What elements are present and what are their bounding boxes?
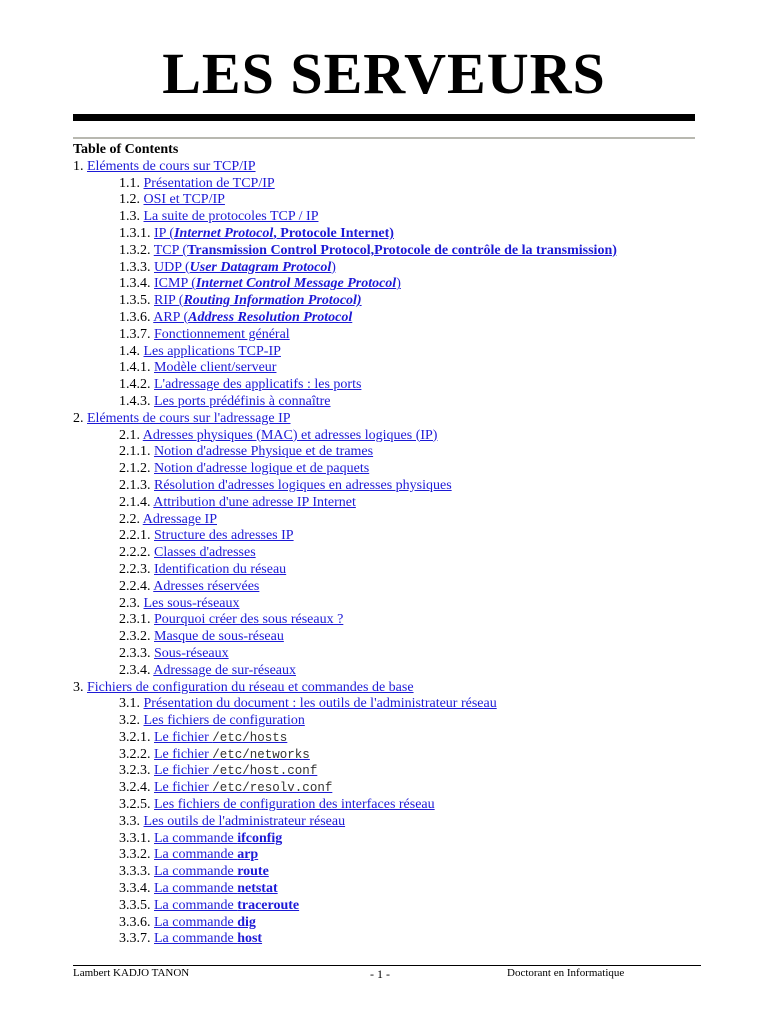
toc-entry-link-part: ) bbox=[396, 276, 401, 292]
footer-page-number: - 1 - bbox=[370, 967, 390, 981]
toc-entry bbox=[73, 260, 713, 277]
toc-entry-number: 2.1.1. bbox=[119, 444, 151, 460]
toc-entry-link-part: route bbox=[237, 864, 269, 880]
toc-entry-number: 3.3.4. bbox=[119, 881, 151, 897]
toc-entry-link[interactable]: Notion d'adresse logique et de paquets bbox=[154, 461, 370, 477]
toc-entry bbox=[73, 192, 713, 209]
toc-entry-link-part: La commande bbox=[154, 847, 238, 863]
toc-entry-link[interactable] bbox=[154, 763, 317, 778]
toc-entry-link-part: La commande bbox=[154, 864, 238, 880]
toc-entry-link-part: /etc/resolv.conf bbox=[212, 781, 333, 796]
toc-entry-link-part: Transmission Control Protocol,Protocole de contrôle de la transmission) bbox=[187, 242, 617, 258]
toc-entry bbox=[73, 898, 713, 915]
footer-rule bbox=[73, 965, 701, 966]
toc-entry-number: 3.2.1. bbox=[119, 729, 151, 745]
toc-entry-number: 2.1. bbox=[119, 427, 140, 443]
toc-entry-number: 3.3.3. bbox=[119, 864, 151, 880]
toc-entry bbox=[73, 696, 713, 713]
toc-entry-link-part: ) bbox=[331, 259, 336, 275]
toc-entry-link[interactable]: Masque de sous-réseau bbox=[154, 629, 284, 645]
toc-entry bbox=[73, 780, 713, 797]
toc-entry-link[interactable]: Identification du réseau bbox=[154, 561, 287, 577]
toc-entry-link-part: Routing Information Protocol) bbox=[183, 293, 362, 309]
toc-entry-link[interactable] bbox=[154, 730, 287, 745]
toc-entry-number: 1.3.2. bbox=[119, 242, 151, 258]
toc-entry-link-part: IP ( bbox=[154, 225, 175, 241]
toc-entry-link[interactable]: Structure des adresses IP bbox=[154, 528, 294, 544]
toc-entry-number: 1.3.5. bbox=[119, 293, 151, 309]
toc-entry bbox=[73, 864, 713, 881]
toc-entry bbox=[73, 360, 713, 377]
document-title: LES SERVEURS bbox=[162, 41, 606, 106]
table-of-contents bbox=[73, 142, 713, 948]
toc-entry bbox=[73, 763, 713, 780]
toc-entry-number: 3.3.5. bbox=[119, 897, 151, 913]
toc-entry-number: 2. bbox=[73, 410, 84, 426]
toc-entry-link[interactable]: Pourquoi créer des sous réseaux ? bbox=[154, 612, 344, 628]
toc-entry-link[interactable]: Fichiers de configuration du réseau et commandes de base bbox=[87, 679, 414, 695]
toc-entry-link[interactable]: Adresses physiques (MAC) et adresses logiques (IP) bbox=[142, 427, 438, 443]
toc-entry bbox=[73, 411, 713, 428]
toc-entry-link[interactable]: Adressage IP bbox=[142, 511, 217, 527]
toc-entry-link[interactable]: Adressage de sur-réseaux bbox=[153, 662, 297, 678]
toc-entry-link-part: Protocole Internet) bbox=[280, 225, 394, 241]
toc-entry-link-part: La commande bbox=[154, 830, 238, 846]
toc-entry-number: 3.2.5. bbox=[119, 797, 151, 813]
toc-entry-link[interactable]: Résolution d'adresses logiques en adresses physiques bbox=[154, 477, 452, 493]
toc-entry-link[interactable] bbox=[154, 780, 332, 795]
toc-entry bbox=[73, 528, 713, 545]
toc-entry-number: 1.4. bbox=[119, 343, 140, 359]
toc-entry-link-part: User Datagram Protocol bbox=[189, 259, 332, 275]
toc-entry-link-part: Le fichier bbox=[154, 746, 213, 762]
toc-entry-link[interactable]: Sous-réseaux bbox=[154, 645, 229, 661]
toc-entry-number: 1.3.1. bbox=[119, 225, 151, 241]
toc-entry-link[interactable]: Eléments de cours sur TCP/IP bbox=[87, 158, 256, 174]
toc-entry bbox=[73, 680, 713, 697]
toc-entry bbox=[73, 495, 713, 512]
toc-entry-link-part: host bbox=[237, 931, 263, 947]
toc-entry-number: 2.3. bbox=[119, 595, 140, 611]
toc-list bbox=[73, 159, 713, 948]
toc-entry-link[interactable] bbox=[154, 931, 262, 946]
toc-entry-number: 1.3.6. bbox=[119, 309, 151, 325]
toc-entry-link-part: /etc/hosts bbox=[212, 730, 288, 745]
toc-entry-link-part: UDP ( bbox=[154, 259, 190, 275]
toc-entry-link-part: /etc/networks bbox=[212, 747, 310, 762]
toc-entry-number: 3.1. bbox=[119, 696, 140, 712]
toc-entry-number: 3.2.2. bbox=[119, 746, 151, 762]
toc-entry-link[interactable] bbox=[154, 243, 617, 258]
toc-entry-number: 1.3.7. bbox=[119, 326, 151, 342]
toc-entry-link[interactable] bbox=[154, 915, 256, 930]
toc-entry bbox=[73, 562, 713, 579]
toc-entry-link[interactable]: L'adressage des applicatifs : les ports bbox=[154, 377, 362, 393]
toc-entry bbox=[73, 327, 713, 344]
toc-entry bbox=[73, 596, 713, 613]
toc-entry-link[interactable]: Les sous-réseaux bbox=[143, 595, 240, 611]
toc-entry-link[interactable]: OSI et TCP/IP bbox=[143, 192, 225, 208]
toc-entry bbox=[73, 814, 713, 831]
toc-entry-link-part: La commande bbox=[154, 881, 238, 897]
toc-entry-link-part: La commande bbox=[154, 914, 238, 930]
toc-entry-link[interactable]: Les fichiers de configuration des interfaces réseau bbox=[154, 797, 435, 813]
toc-entry-link[interactable] bbox=[154, 747, 310, 762]
toc-entry-link[interactable] bbox=[154, 276, 401, 291]
toc-entry-link-part: Internet Protocol bbox=[174, 225, 274, 241]
toc-entry-link[interactable]: Présentation du document : les outils de l'administrateur réseau bbox=[143, 696, 497, 712]
toc-heading: Table of Contents bbox=[73, 142, 179, 157]
toc-entry-number: 2.3.4. bbox=[119, 662, 151, 678]
toc-entry bbox=[73, 478, 713, 495]
toc-entry-link-part: ICMP ( bbox=[154, 276, 196, 292]
toc-entry-number: 1.3.3. bbox=[119, 259, 151, 275]
toc-entry-number: 2.1.2. bbox=[119, 461, 151, 477]
toc-entry bbox=[73, 847, 713, 864]
toc-entry bbox=[73, 663, 713, 680]
toc-entry bbox=[73, 915, 713, 932]
toc-entry-number: 3. bbox=[73, 679, 84, 695]
toc-entry bbox=[73, 545, 713, 562]
toc-entry bbox=[73, 176, 713, 193]
toc-entry-link-part: dig bbox=[237, 914, 256, 930]
toc-entry-number: 3.2. bbox=[119, 713, 140, 729]
toc-entry-link-part: Le fichier bbox=[154, 780, 213, 796]
toc-entry-number: 2.3.1. bbox=[119, 612, 151, 628]
toc-entry-number: 3.2.4. bbox=[119, 780, 151, 796]
toc-entry bbox=[73, 344, 713, 361]
toc-entry bbox=[73, 293, 713, 310]
toc-entry-link[interactable]: Adresses réservées bbox=[153, 578, 260, 594]
toc-entry-number: 2.2.1. bbox=[119, 528, 151, 544]
toc-entry-link[interactable] bbox=[154, 293, 362, 308]
toc-entry-link-part: Le fichier bbox=[154, 763, 213, 779]
toc-entry-number: 1.2. bbox=[119, 192, 140, 208]
toc-entry-link[interactable]: Présentation de TCP/IP bbox=[143, 175, 275, 191]
toc-entry-link[interactable]: Modèle client/serveur bbox=[154, 360, 277, 376]
toc-entry-link[interactable] bbox=[154, 831, 282, 846]
toc-entry-number: 3.3.7. bbox=[119, 931, 151, 947]
toc-entry-number: 3.2.3. bbox=[119, 763, 151, 779]
toc-entry-link[interactable] bbox=[154, 898, 299, 913]
toc-entry bbox=[73, 713, 713, 730]
toc-entry-number: 2.1.4. bbox=[119, 494, 151, 510]
toc-entry-number: 2.2.2. bbox=[119, 545, 151, 561]
toc-entry-number: 3.3.2. bbox=[119, 847, 151, 863]
toc-entry-link[interactable]: Notion d'adresse Physique et de trames bbox=[154, 444, 374, 460]
toc-entry bbox=[73, 747, 713, 764]
toc-entry bbox=[73, 276, 713, 293]
toc-entry-link[interactable]: La suite de protocoles TCP / IP bbox=[143, 209, 319, 225]
toc-entry-link[interactable] bbox=[154, 226, 394, 241]
toc-entry bbox=[73, 629, 713, 646]
toc-entry-number: 2.2. bbox=[119, 511, 140, 527]
toc-entry bbox=[73, 931, 713, 948]
toc-entry-number: 3.3. bbox=[119, 813, 140, 829]
toc-entry-link[interactable] bbox=[153, 310, 352, 325]
toc-entry-number: 1.3.4. bbox=[119, 276, 151, 292]
toc-entry-number: 2.2.3. bbox=[119, 561, 151, 577]
toc-entry bbox=[73, 612, 713, 629]
toc-entry-link-part: /etc/host.conf bbox=[212, 764, 318, 779]
toc-entry bbox=[73, 226, 713, 243]
footer-role: Doctorant en Informatique bbox=[507, 967, 625, 979]
toc-entry bbox=[73, 646, 713, 663]
title-rule-thin bbox=[73, 137, 695, 139]
toc-entry bbox=[73, 243, 713, 260]
toc-entry bbox=[73, 579, 713, 596]
toc-entry-link-part: RIP ( bbox=[154, 293, 184, 309]
toc-entry bbox=[73, 159, 713, 176]
toc-entry-link-part: Internet Control Message Protocol bbox=[195, 276, 397, 292]
toc-entry-link-part: netstat bbox=[237, 881, 278, 897]
toc-entry-number: 1.3. bbox=[119, 209, 140, 225]
toc-entry-number: 2.1.3. bbox=[119, 477, 151, 493]
toc-entry-link[interactable]: Fonctionnement général bbox=[154, 326, 290, 342]
toc-entry-link-part: La commande bbox=[154, 897, 238, 913]
toc-entry-link[interactable]: Les outils de l'administrateur réseau bbox=[143, 813, 346, 829]
toc-entry-link[interactable]: Attribution d'une adresse IP Internet bbox=[153, 494, 356, 510]
footer-author: Lambert KADJO TANON bbox=[73, 967, 190, 979]
toc-entry-number: 1. bbox=[73, 158, 84, 174]
toc-entry bbox=[73, 512, 713, 529]
toc-entry bbox=[73, 831, 713, 848]
toc-entry-number: 2.3.3. bbox=[119, 645, 151, 661]
toc-entry-link-part: Address Resolution Protocol bbox=[188, 309, 353, 325]
toc-entry-link-part: ARP ( bbox=[153, 309, 189, 325]
toc-entry-link-part: TCP ( bbox=[153, 242, 188, 258]
toc-entry-link[interactable]: Classes d'adresses bbox=[154, 545, 256, 561]
toc-entry bbox=[73, 310, 713, 327]
toc-entry bbox=[73, 730, 713, 747]
toc-entry-link-part: traceroute bbox=[237, 897, 300, 913]
toc-entry-link[interactable]: Les applications TCP-IP bbox=[143, 343, 281, 359]
toc-entry-number: 2.3.2. bbox=[119, 629, 151, 645]
toc-entry-link-part: ifconfig bbox=[237, 830, 283, 846]
toc-entry-link[interactable]: Les ports prédéfinis à connaître bbox=[154, 393, 331, 409]
toc-entry-link-part: La commande bbox=[154, 931, 238, 947]
toc-entry-link[interactable] bbox=[154, 864, 269, 879]
toc-entry bbox=[73, 461, 713, 478]
toc-entry-number: 1.1. bbox=[119, 175, 140, 191]
toc-entry-link[interactable] bbox=[154, 847, 258, 862]
toc-entry bbox=[73, 797, 713, 814]
toc-entry bbox=[73, 394, 713, 411]
toc-entry bbox=[73, 881, 713, 898]
title-rule-thick bbox=[73, 114, 695, 121]
toc-entry-number: 1.4.1. bbox=[119, 360, 151, 376]
toc-entry-link[interactable] bbox=[154, 881, 278, 896]
toc-entry bbox=[73, 428, 713, 445]
toc-entry-link-part: Le fichier bbox=[154, 729, 213, 745]
toc-entry-number: 1.4.3. bbox=[119, 393, 151, 409]
toc-entry-link[interactable] bbox=[154, 260, 336, 275]
toc-entry-link-part: arp bbox=[237, 847, 259, 863]
toc-entry-link[interactable]: Eléments de cours sur l'adressage IP bbox=[87, 410, 291, 426]
toc-entry-number: 3.3.6. bbox=[119, 914, 151, 930]
toc-entry-number: 1.4.2. bbox=[119, 377, 151, 393]
toc-entry bbox=[73, 209, 713, 226]
toc-entry bbox=[73, 377, 713, 394]
toc-entry-link-part: , bbox=[273, 225, 281, 241]
toc-entry-link[interactable]: Les fichiers de configuration bbox=[143, 713, 305, 729]
toc-entry bbox=[73, 444, 713, 461]
toc-entry-number: 3.3.1. bbox=[119, 830, 151, 846]
toc-entry-number: 2.2.4. bbox=[119, 578, 151, 594]
